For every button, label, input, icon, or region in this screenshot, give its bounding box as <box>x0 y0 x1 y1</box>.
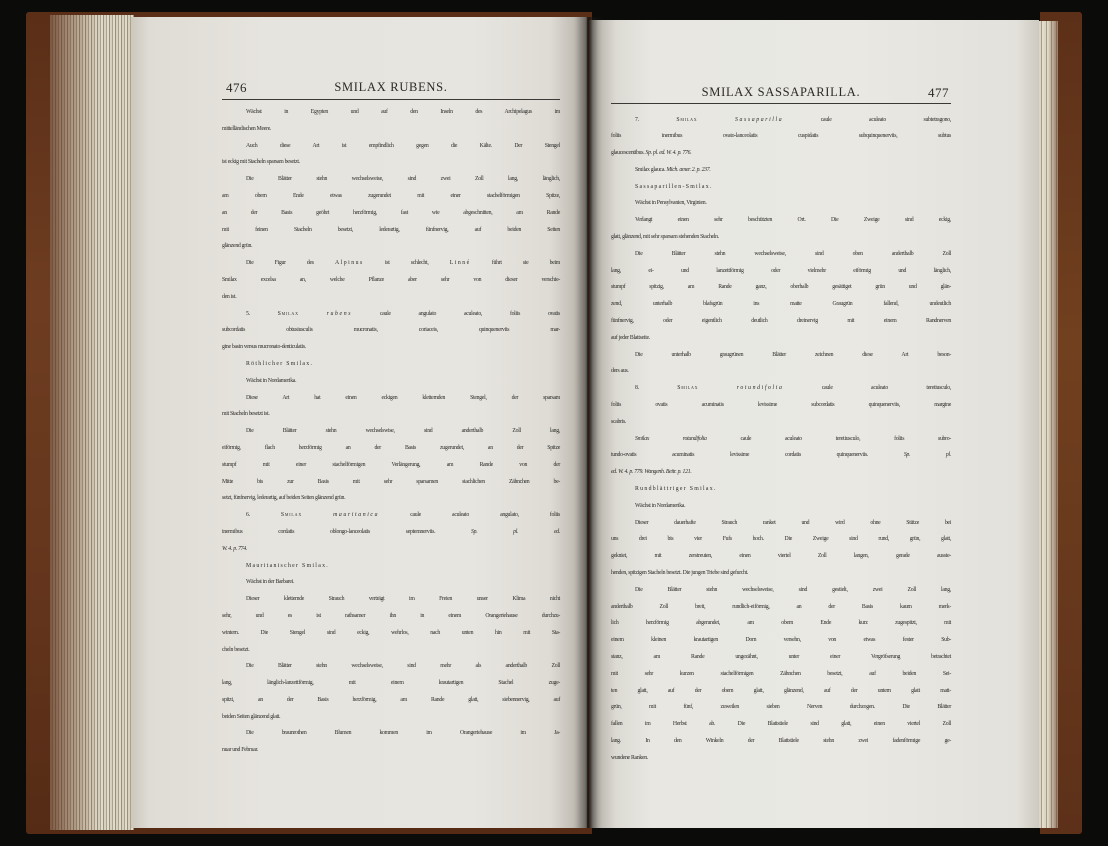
text-run: subcordatis obtusiusculis mucronatis, coriaceis, quinquenerviis mar- <box>222 327 560 334</box>
text-line <box>222 558 560 575</box>
text-line <box>611 699 951 716</box>
common-name: Röthlicher Smilax. <box>246 360 314 367</box>
text-line <box>222 406 560 423</box>
text-run: Die Blätter stehn wechselsweise, sind zwei Zoll lang, länglich, <box>246 176 560 183</box>
text-line <box>611 733 951 750</box>
text-line <box>222 725 560 742</box>
text-run: caule aculeato teretiusculo, foliis subro- <box>706 435 952 442</box>
text-line <box>222 171 560 188</box>
genus-name: Smilax <box>676 116 698 123</box>
text-line <box>611 195 951 212</box>
paragraph <box>222 390 560 424</box>
paragraph <box>222 591 560 658</box>
text-run: Mitte bis zur Basis mit sehr sparsamen stachlichen Zähnchen be- <box>222 478 560 485</box>
text-line <box>611 279 951 296</box>
citation: Smilax rotundifolia <box>635 435 707 442</box>
text-line <box>222 692 560 709</box>
text-line <box>222 574 560 591</box>
text-run: 5. <box>246 310 278 317</box>
text-run: 6. <box>246 512 281 519</box>
text-line <box>611 515 951 532</box>
common-name: Mauritanischer Smilax. <box>246 562 330 569</box>
text-line <box>611 313 951 330</box>
text-run: stumpf spitzig, am Rande ganz, oberhalb gesättiget grün und glän- <box>611 284 951 291</box>
text-line <box>611 464 951 481</box>
text-run: zend, unterhalb blafsgrün ins matte Graugrün fallend, undeutlich <box>611 301 951 308</box>
right-page-text <box>611 112 951 767</box>
text-line <box>222 423 560 440</box>
text-run: Smilax glauca. <box>635 166 667 173</box>
text-line <box>611 531 951 548</box>
genus-name: Smilax <box>280 512 303 519</box>
text-line <box>222 675 560 692</box>
text-run: Wächst in Nordamerika. <box>246 377 297 384</box>
text-line <box>611 414 951 431</box>
text-line <box>611 397 951 414</box>
text-line <box>222 255 560 272</box>
text-run: foliis ovatis acuminatis levissime subcordatis quinquenerviis, margine <box>611 402 951 409</box>
species-epithet: Sassaparilla <box>735 116 784 123</box>
text-run: mittelländischen Meere. <box>222 125 272 132</box>
text-line <box>611 179 951 196</box>
paragraph <box>611 112 951 162</box>
paragraph <box>222 423 560 507</box>
paragraph <box>222 725 560 759</box>
author-name: Alpinus <box>334 260 364 267</box>
text-run: Die Blätter stehn wechselsweise, sind gestielt, zwei Zoll lang, <box>635 586 951 593</box>
text-run: einem kleinen krautartigen Dorn versehn, von etwas fester Sub- <box>611 637 951 644</box>
text-line <box>611 128 951 145</box>
text-run: ten glatt, auf der obern glatt, glänzend, auf der untern glatt matt- <box>611 687 951 694</box>
text-run: scabris. <box>611 418 627 425</box>
paragraph <box>222 104 560 138</box>
text-line <box>611 683 951 700</box>
text-line <box>611 212 951 229</box>
text-run: stumpf mit einer stachelförmigen Verlängerung, am Rande von der <box>222 461 560 468</box>
text-line <box>611 246 951 263</box>
page-number: 477 <box>928 85 949 100</box>
text-line <box>611 565 951 582</box>
text-run: Die Blätter stehn wechselsweise, sind oben anderthalb Zoll <box>635 250 951 257</box>
text-run: lang, länglich-lanzettförmig, mit einem krautartigen Stachel zuge- <box>222 680 560 687</box>
text-run: glänzend grün. <box>222 243 253 250</box>
left-page-header <box>222 78 560 100</box>
text-run: lang. In den Winkeln der Blattstiele stehn zwei fadenförmige ge- <box>611 737 951 744</box>
text-line <box>222 222 560 239</box>
paragraph <box>222 255 560 305</box>
paragraph <box>611 380 951 430</box>
paragraph <box>611 347 951 381</box>
text-line <box>222 104 560 121</box>
text-run: mit feinen Stacheln besetzt, lederartig, fünfnervig, auf beiden Seiten <box>222 226 560 233</box>
text-run: Dieser dauerhafte Strauch ranket und wird ohne Stütze bei <box>635 519 951 526</box>
text-run: den ist. <box>222 293 237 300</box>
text-line <box>611 145 951 162</box>
text-line <box>611 347 951 364</box>
text-line <box>222 524 560 541</box>
text-run <box>697 117 735 123</box>
text-run: Die unterhalb graugrünen Blätter zeichnen diese Art beson- <box>635 351 951 358</box>
species-epithet: rotundifolia <box>736 385 784 392</box>
left-page-text <box>222 104 560 759</box>
text-run: Die Figur des <box>246 260 335 267</box>
text-run: Diese Art hat einen eckigen kletternden Stengel, der sparsam <box>246 394 560 401</box>
paragraph <box>222 356 560 373</box>
text-line <box>222 121 560 138</box>
text-line <box>222 440 560 457</box>
paragraph <box>611 212 951 246</box>
text-line <box>222 238 560 255</box>
text-line <box>222 356 560 373</box>
text-run: ist schlecht, <box>363 260 450 267</box>
text-line <box>222 322 560 339</box>
right-page-header <box>611 83 951 104</box>
text-run: Wächst in der Barbarei. <box>246 579 295 586</box>
text-line <box>222 490 560 507</box>
text-run: caule angulato aculeato, foliis ovatis <box>352 310 560 317</box>
text-line <box>611 599 951 616</box>
citation: ed. W. 4. p. 779. Wangenh. Beitr. p. 121. <box>611 469 692 476</box>
paragraph <box>611 582 951 767</box>
text-line <box>611 447 951 464</box>
citation: Sp. pl. ed. W. 4. p. 776. <box>645 150 692 157</box>
paragraph <box>222 171 560 255</box>
text-run: uns drei bis vier Fufs hoch. Die Zweige sind rund, grün, glatt, <box>611 536 951 543</box>
text-line <box>611 582 951 599</box>
text-run: inermibus cordatis oblongo-lanceolatis septemnerviis. <box>222 528 472 535</box>
paragraph <box>611 246 951 347</box>
text-line <box>222 742 560 759</box>
text-line <box>222 154 560 171</box>
text-run: lich herzförmig abgerundet, am obern Ende kurz zugespitzt, mit <box>611 620 951 627</box>
paragraph <box>222 574 560 591</box>
paragraph <box>611 179 951 196</box>
paragraph <box>222 558 560 575</box>
text-line <box>222 474 560 491</box>
text-run: lang, ei- und lanzettförmig oder vielmehr eiförmig und länglich, <box>611 267 951 274</box>
text-run: sehr, und es ist rathsamer ihn in einem Orangeriehause durchzu- <box>222 612 560 619</box>
text-run: wundene Ranken. <box>611 754 649 761</box>
common-name: Sassaparillen-Smilax. <box>635 183 713 190</box>
text-line <box>222 625 560 642</box>
paragraph <box>222 507 560 557</box>
text-line <box>611 649 951 666</box>
text-run: beiden Seiten glänzend glatt. <box>222 713 281 720</box>
citation: Mich. amer. 2. p. 237. <box>666 166 711 173</box>
text-line <box>222 289 560 306</box>
text-run: caule aculeato angulato, foliis <box>379 512 561 519</box>
paragraph <box>611 195 951 212</box>
text-line <box>222 541 560 558</box>
common-name: Rundblättriger Smilax. <box>635 486 717 493</box>
text-run: am obern Ende etwas zugerundet mit einer stachelförmigen Spitze, <box>222 192 560 199</box>
text-line <box>611 666 951 683</box>
left-page-edges <box>50 15 134 830</box>
text-run: Die Blätter stehn wechselswise, sind anderthalb Zoll lang, <box>246 428 560 435</box>
text-run: führt sie beim <box>470 260 560 267</box>
text-run: tundo-ovatis acuminatis levissime cordatis quinquenerviis. <box>611 452 904 459</box>
paragraph <box>222 373 560 390</box>
text-line <box>222 188 560 205</box>
text-run: gekniet, mit zerstreuten, einen viertel Zoll langen, gerade ausste- <box>611 553 951 560</box>
text-line <box>611 162 951 179</box>
text-line <box>611 296 951 313</box>
citation: Sp. pl. <box>903 452 951 459</box>
paragraph <box>611 515 951 582</box>
text-line <box>611 330 951 347</box>
text-line <box>611 632 951 649</box>
text-run <box>698 385 736 391</box>
text-line <box>222 272 560 289</box>
author-name: Linné <box>449 260 471 267</box>
text-line <box>222 608 560 625</box>
text-run: Die braunrothen Blumen kommen im Orangeriehause im Ja- <box>246 730 560 737</box>
text-run: ist eckig mit Stacheln sparsam besetzt. <box>222 159 300 166</box>
text-line <box>611 380 951 397</box>
text-run: spitzt, an der Basis herzförmig, am Rande glatt, siebennervig, auf <box>222 696 560 703</box>
citation: Sp. pl. ed. <box>471 528 560 535</box>
text-run: Wächst in Nordamerika. <box>635 502 686 509</box>
paragraph <box>611 498 951 515</box>
text-run: fallen im Herbst ab. Die Blattstiele sind glatt, einen viertel Zoll <box>611 721 951 728</box>
text-run: 8. <box>635 385 678 392</box>
text-run: Wächst in Egypten und auf den Inseln des Archipelagus im <box>246 109 560 115</box>
paragraph <box>222 138 560 172</box>
text-run: henden, spitzigen Stacheln besetzt. Die jungen Triebe sind gefurcht. <box>611 570 749 577</box>
text-run: wintern. Die Stengel sind eckig, wehrlos, nach unten hin mit Sta- <box>222 629 560 636</box>
text-run: Wächst in Pensylvanien, Virginien. <box>635 200 707 207</box>
text-line <box>611 498 951 515</box>
text-run: Auch diese Art ist empfindlich gegen die Kälte. Der Stengel <box>246 142 560 149</box>
genus-name: Smilax <box>677 385 699 392</box>
text-line <box>222 591 560 608</box>
text-run <box>302 512 333 518</box>
text-line <box>222 457 560 474</box>
text-run: auf jeder Blattseite. <box>611 334 650 341</box>
text-run: eiförmig, flach herzförmig an der Basis zugerundet, an der Spitze <box>222 444 560 451</box>
text-line <box>611 263 951 280</box>
text-line <box>222 390 560 407</box>
text-line <box>222 507 560 524</box>
text-line <box>611 750 951 767</box>
text-line <box>611 112 951 129</box>
text-run: nuar und Februar. <box>222 747 258 754</box>
text-run: foliis inermibus ovato-lanceolatis cuspidatis subquinquenerviis, subtus <box>611 133 951 140</box>
text-line <box>222 138 560 155</box>
text-line <box>611 229 951 246</box>
text-run: gine basin versus mucronato-denticulatis. <box>222 344 306 351</box>
text-line <box>222 658 560 675</box>
text-line <box>611 363 951 380</box>
paragraph <box>611 431 951 481</box>
text-run: cheln besetzt. <box>222 646 250 653</box>
paragraph <box>611 162 951 179</box>
running-head: SMILAX SASSAPARILLA. <box>701 85 861 99</box>
species-epithet: rubens <box>326 310 353 317</box>
text-line <box>222 709 560 726</box>
text-line <box>611 548 951 565</box>
text-run: Dieser kletternde Strauch verträgt im Freien unser Klima nicht <box>246 596 560 603</box>
text-run: mit sehr kurzen stachelförmigen Zähnchen besetzt, auf beiden Sei- <box>611 670 951 677</box>
running-head: SMILAX RUBENS. <box>334 80 448 94</box>
text-run: an der Basis geöhrt herzförmig, fast wie abgeschnitten, am Rande <box>222 209 560 216</box>
text-line <box>611 615 951 632</box>
text-line <box>222 205 560 222</box>
text-run: setzt, fünfnervig, lederartig, auf beiden Seiten glänzend grün. <box>222 495 346 502</box>
text-run: glatt, glänzend, mit sehr sparsam stehenden Stacheln. <box>611 234 719 241</box>
book-gutter <box>576 17 602 828</box>
paragraph <box>611 481 951 498</box>
text-run <box>299 311 327 317</box>
text-run: Die Blätter stehn wechselsweise, sind mehr als anderthalb Zoll <box>246 663 560 670</box>
text-line <box>222 306 560 323</box>
species-epithet: mauritanica <box>333 512 380 519</box>
text-run: fünfnervig, oder eigentlich deutlich dreinervig mit einem Randnerven <box>611 318 951 325</box>
text-run: anderthalb Zoll breit, rundlich-eiförmig, an der Basis kaum merk- <box>611 603 951 610</box>
text-run: caule aculeato subtetragono, <box>783 116 951 123</box>
text-line <box>611 481 951 498</box>
text-run: Smilax excelsa an, welche Pflanze aber sehr von dieser verschie- <box>222 276 560 283</box>
text-run: caule aculeato teretiusculo, <box>783 385 951 392</box>
text-line <box>222 373 560 390</box>
genus-name: Smilax <box>277 310 299 317</box>
text-line <box>611 431 951 448</box>
text-run: 7. <box>635 116 677 123</box>
text-run: glaucescentibus. <box>611 150 646 157</box>
text-run: ders aus. <box>611 368 629 375</box>
text-line <box>611 716 951 733</box>
text-line <box>222 339 560 356</box>
text-run: grün, mit fünf, zuweilen sieben Nerven durchzogen. Die Blätter <box>611 704 951 711</box>
text-line <box>222 642 560 659</box>
text-run: Verlangt einen sehr beschützten Ort. Die Zweige sind eckig, <box>635 217 951 224</box>
citation: W. 4. p. 774. <box>222 545 248 552</box>
paragraph <box>222 658 560 725</box>
text-run: mit Stacheln besetzt ist. <box>222 411 270 418</box>
paragraph <box>222 306 560 356</box>
text-run: stanz, am Rande ungezähnt, unter einer Vergröfserung betrachtet <box>611 654 951 660</box>
page-number: 476 <box>226 80 247 95</box>
